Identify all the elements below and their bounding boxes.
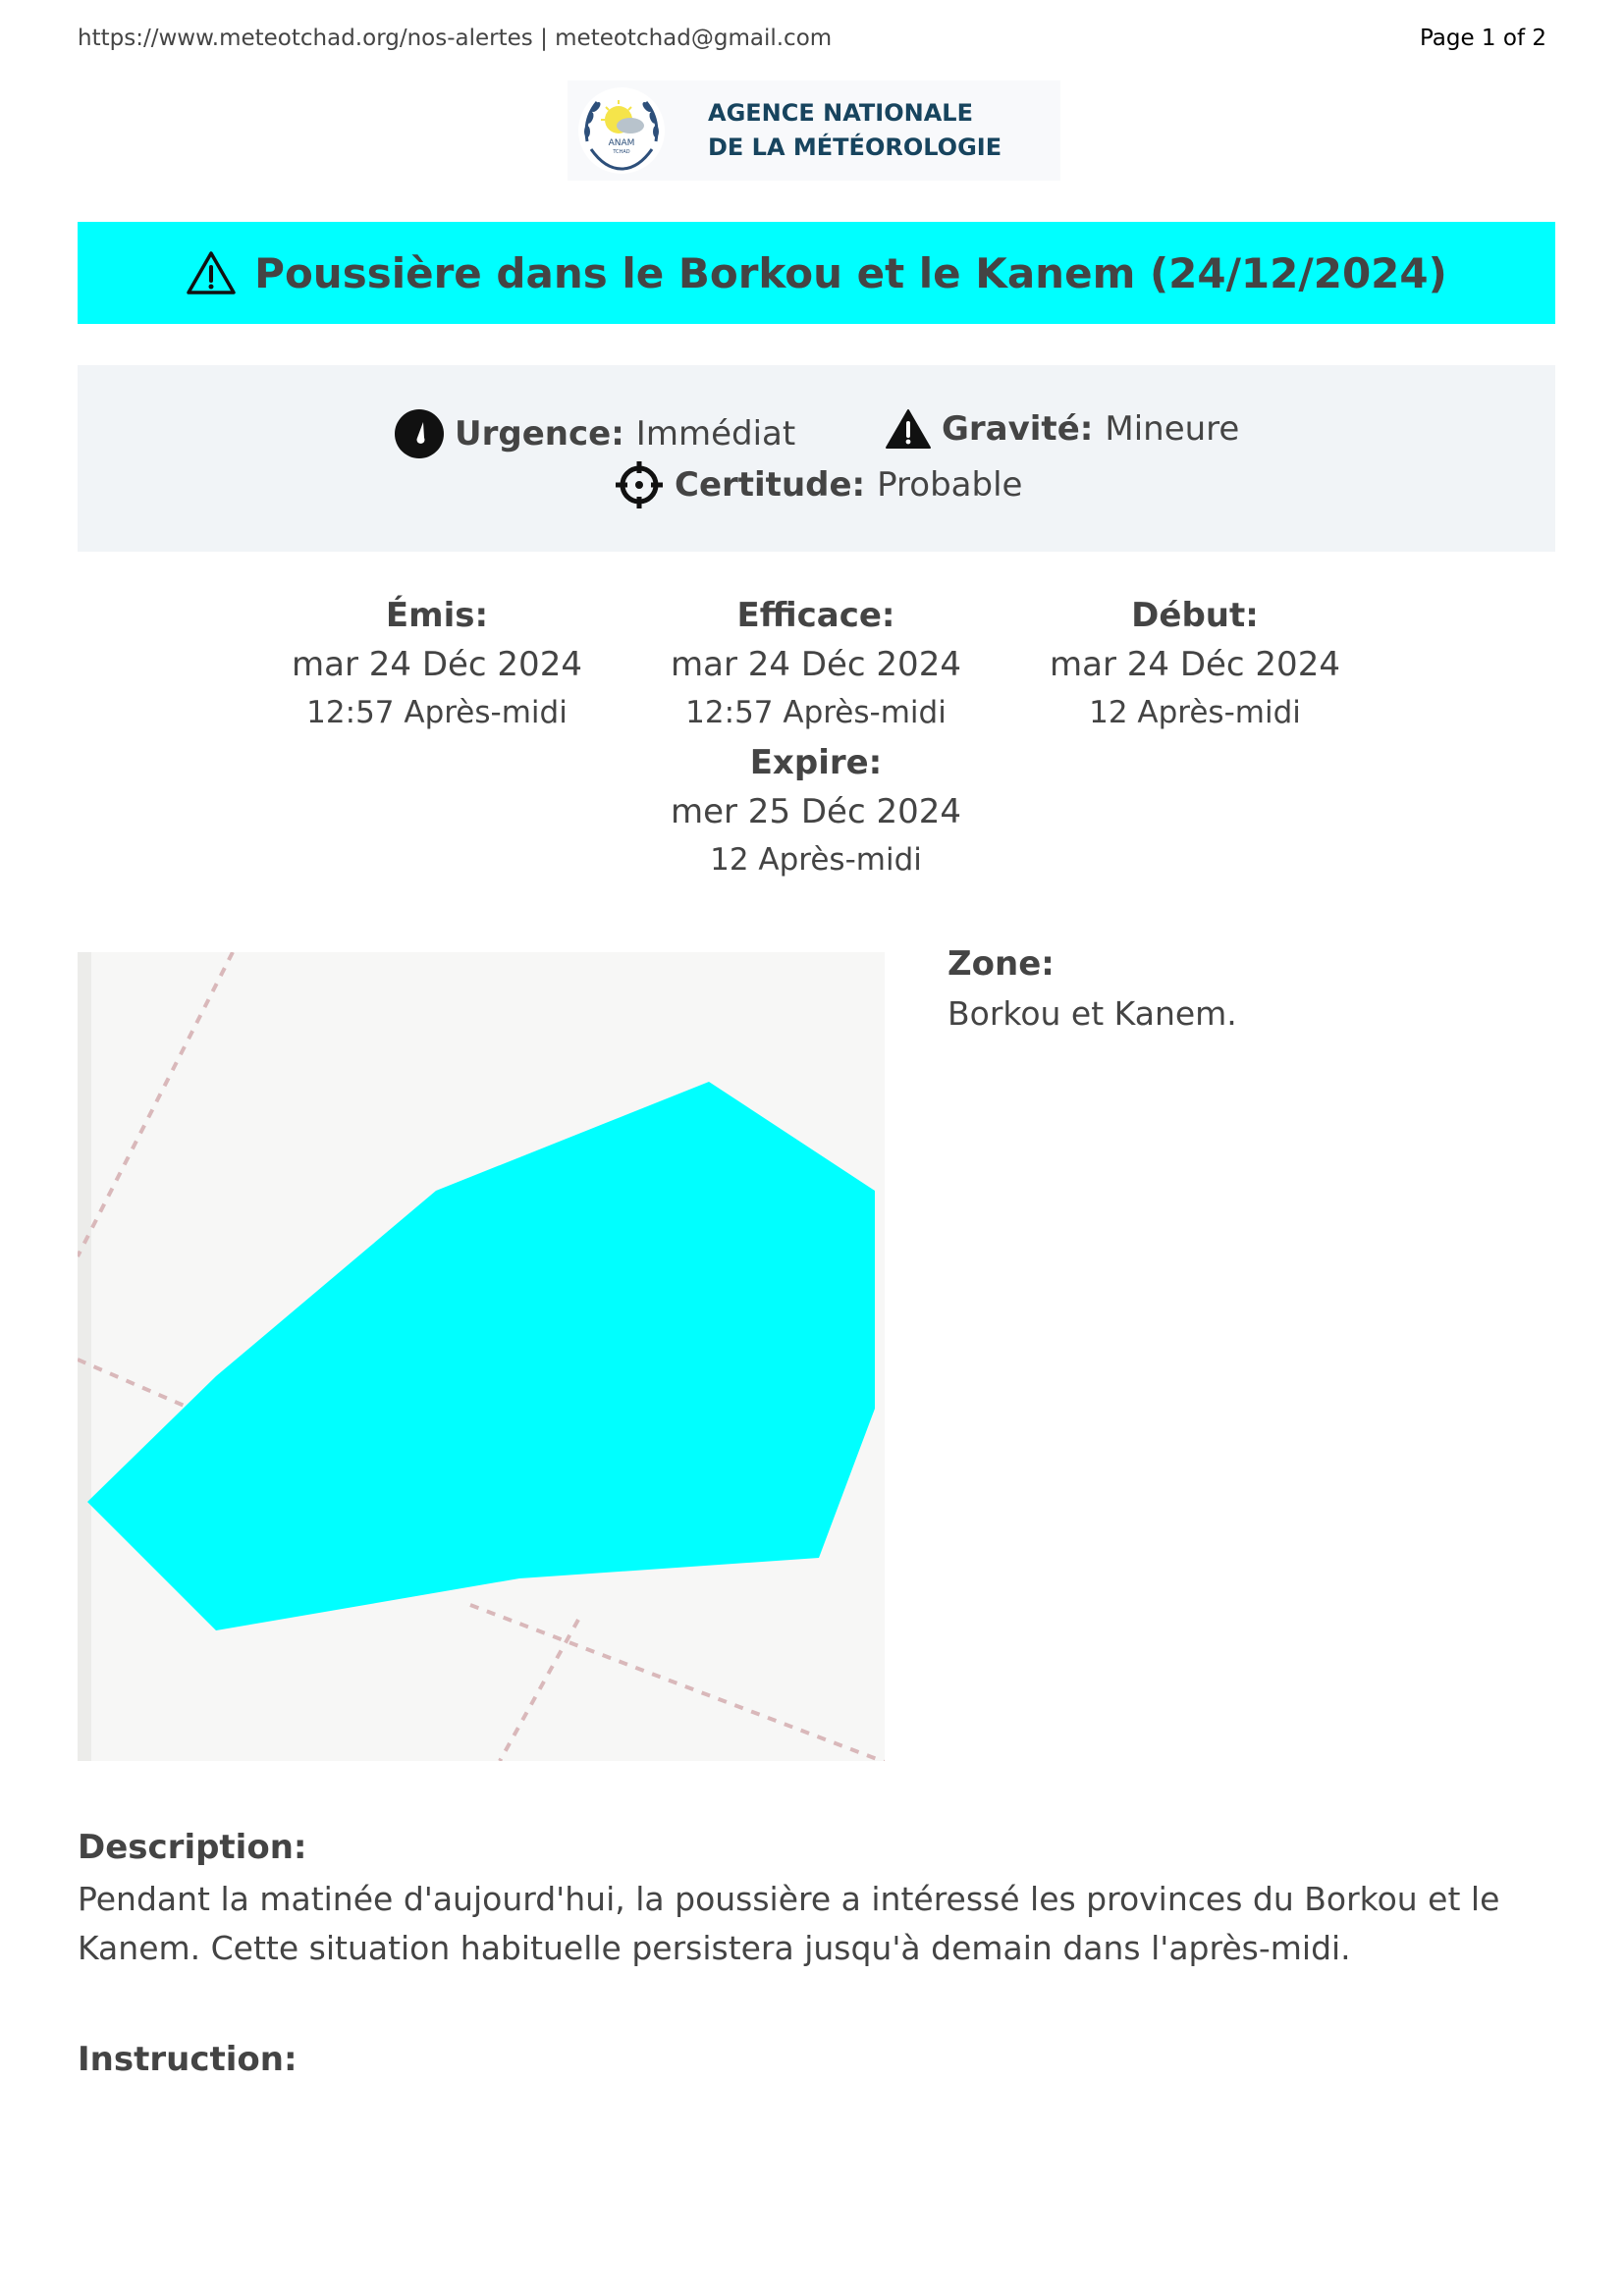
certitude-label: Certitude: <box>675 465 866 505</box>
description-text: Pendant la matinée d'aujourd'hui, la poussière a intéressé les provinces du Borkou et le Kanem. Cette situation habituelle persistera jusqu'à demain dans l'après-midi. <box>78 1880 1500 1967</box>
urgence-label: Urgence: <box>455 414 624 454</box>
alert-title-bar <box>78 222 1555 324</box>
efficace-label: Efficace: <box>736 596 895 635</box>
efficace-day: mar 24 Déc 2024 <box>671 645 961 684</box>
instruction-label: Instruction: <box>78 2040 298 2079</box>
gauge-icon <box>394 408 445 459</box>
urgence-property <box>394 408 795 459</box>
zone-value: Borkou et Kanem. <box>947 994 1237 1033</box>
efficace-time: 12:57 Après-midi <box>685 695 947 730</box>
expire-time: 12 Après-midi <box>710 842 922 878</box>
logo-line-1: AGENCE NATIONALE <box>708 99 973 127</box>
alert-title: Poussière dans le Borkou et le Kanem (24/12/2024) <box>254 248 1447 297</box>
emis-label: Émis: <box>385 596 489 635</box>
debut-label: Début: <box>1131 596 1259 635</box>
expire-day: mer 25 Déc 2024 <box>670 792 962 831</box>
anam-logo <box>568 80 1060 181</box>
header-url-email: https://www.meteotchad.org/nos-alertes | meteotchad@gmail.com <box>78 26 833 51</box>
date-emis <box>250 591 623 736</box>
logo-agency-name <box>708 96 1001 165</box>
expire-label: Expire: <box>749 743 883 782</box>
page-number: Page 1 of 2 <box>1419 26 1546 51</box>
certitude-value: Probable <box>877 465 1023 505</box>
certitude-property <box>614 459 1022 510</box>
alert-area-map <box>78 952 885 1761</box>
warning-outline-icon <box>186 249 237 296</box>
date-efficace <box>629 591 1002 736</box>
emis-time: 12:57 Après-midi <box>306 695 568 730</box>
page-header <box>78 26 1546 55</box>
emis-day: mar 24 Déc 2024 <box>292 645 582 684</box>
gravite-value: Mineure <box>1105 409 1240 449</box>
gravite-label: Gravité: <box>942 409 1094 449</box>
zone-label: Zone: <box>947 944 1055 984</box>
seal-anam-text: ANAM <box>608 138 635 148</box>
logo-line-2: DE LA MÉTÉOROLOGIE <box>708 133 1002 161</box>
alert-properties-box <box>78 365 1555 552</box>
warning-filled-icon <box>885 408 932 450</box>
urgence-value: Immédiat <box>635 414 796 454</box>
description-label: Description: <box>78 1828 307 1867</box>
debut-day: mar 24 Déc 2024 <box>1050 645 1340 684</box>
date-expire <box>629 738 1002 883</box>
anam-seal-icon <box>575 84 668 177</box>
date-debut <box>1008 591 1381 736</box>
crosshair-icon <box>614 459 665 510</box>
debut-time: 12 Après-midi <box>1089 695 1301 730</box>
seal-tchad-text: TCHAD <box>613 149 630 155</box>
gravite-property <box>885 408 1239 450</box>
map-left-edge <box>78 952 91 1761</box>
